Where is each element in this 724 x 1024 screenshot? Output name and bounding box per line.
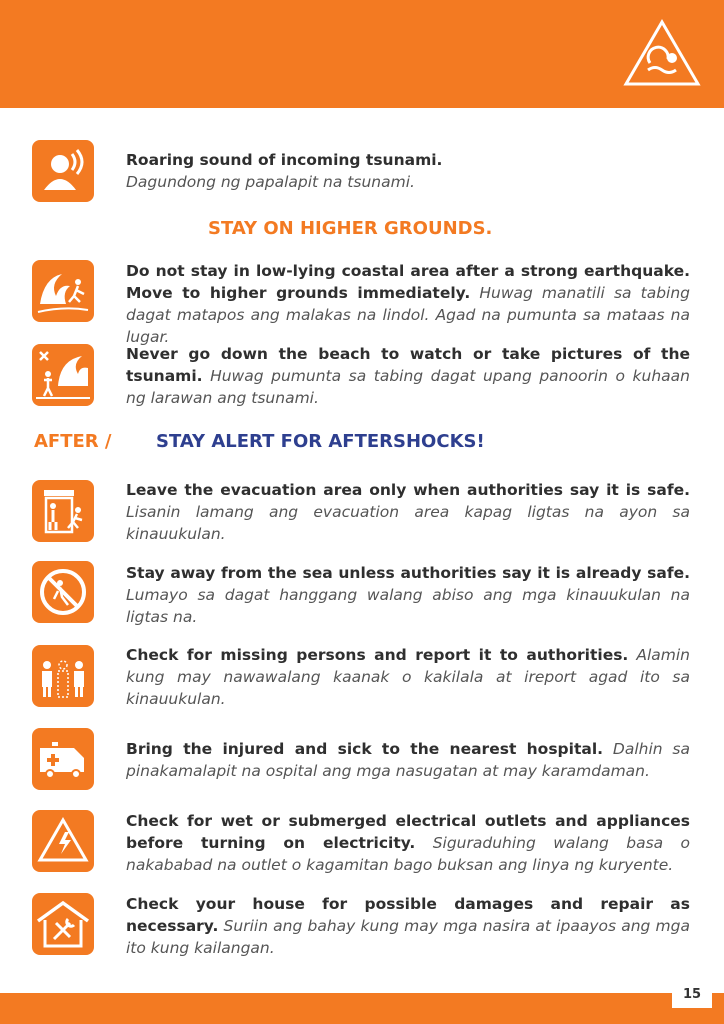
list-item: Never go down the beach to watch or take pictures of the tsunami. Huwag pumunta sa tabing dagat upang panoorin o kuhaan ng larawan ang tsunami.: [126, 345, 690, 407]
list-item: Leave the evacuation area only when authorities say it is safe. Lisanin lamang ang evacuation area kapag ligtas na ayon sa kinauukulan.: [126, 481, 690, 543]
footer-band: [0, 993, 724, 1024]
evacuation-exit-icon: [32, 480, 94, 542]
electrical-hazard-icon: [32, 810, 94, 872]
ambulance-icon: [32, 728, 94, 790]
aftershocks-heading: STAY ALERT FOR AFTERSHOCKS!: [156, 431, 485, 452]
page-number: 15: [672, 982, 712, 1008]
tsunami-logo-icon: [622, 18, 702, 88]
house-repair-icon: [32, 893, 94, 955]
list-item: Roaring sound of incoming tsunami. Dagundong ng papalapit na tsunami.: [126, 151, 443, 191]
header-band: [0, 0, 724, 108]
list-item: Check for wet or submerged electrical outlets and appliances before turning on electricity. Siguraduhing walang basa o nakababad na outlet o kagamitan bago buksan ang linya ng kuryente.: [126, 812, 691, 874]
missing-persons-icon: [32, 645, 94, 707]
no-swimming-icon: [32, 561, 94, 623]
section-heading: STAY ON HIGHER GROUNDS.: [208, 218, 493, 239]
list-item: Check your house for possible damages and repair as necessary. Suriin ang bahay kung may mga nasira at ipaayos ang mga ito kung kailangan.: [126, 895, 690, 957]
no-photo-wave-icon: [32, 344, 94, 406]
run-from-wave-icon: [32, 260, 94, 322]
list-item: Bring the injured and sick to the nearest hospital. Dalhin sa pinakamalapit na ospital ang mga nasugatan at may karamdaman.: [126, 740, 690, 780]
sound-icon: [32, 140, 94, 202]
list-item: Check for missing persons and report it to authorities. Alamin kung may nawawalang kaanak o kakilala at ireport agad ito sa kinauukulan.: [126, 646, 690, 708]
after-label: AFTER /: [34, 431, 112, 452]
list-item: Do not stay in low-lying coastal area after a strong earthquake. Move to higher grounds immediately. Huwag manatili sa tabing dagat matapos ang malakas na lindol. Agad na pumunta sa mataas na lugar.: [126, 262, 691, 346]
list-item: Stay away from the sea unless authorities say it is already safe. Lumayo sa dagat hanggang walang abiso ang mga kinauukulan na ligtas na.: [126, 564, 690, 626]
